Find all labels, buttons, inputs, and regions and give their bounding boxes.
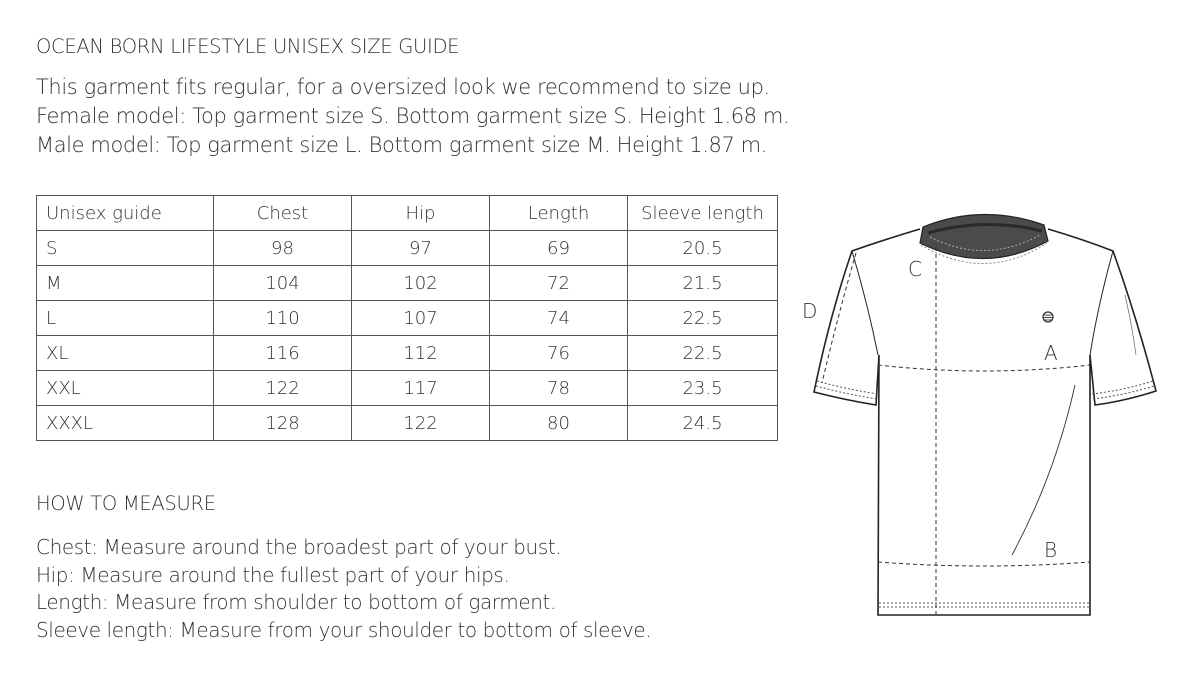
length-cell: 76 (490, 336, 628, 371)
shirt-outline (814, 229, 1156, 615)
collar (920, 214, 1048, 263)
size-cell: XL (37, 336, 214, 371)
hip-instruction: Hip: Measure around the fullest part of your hips. (36, 562, 510, 587)
intro-line-male-model: Male model: Top garment size L. Bottom garment size M. Height 1.87 m. (36, 133, 768, 157)
hip-cell: 117 (352, 371, 490, 406)
hip-cell: 112 (352, 336, 490, 371)
column-header-sleeve-length: Sleeve length (628, 196, 778, 231)
intro-text (36, 73, 789, 160)
how-to-measure-title: HOW TO MEASURE (36, 492, 216, 515)
sleeve-length-cell: 24.5 (628, 406, 778, 441)
chest-cell: 122 (214, 371, 352, 406)
guide-b-hip (878, 562, 1090, 566)
intro-line-female-model: Female model: Top garment size S. Bottom garment size S. Height 1.68 m. (36, 104, 790, 128)
chest-cell: 104 (214, 266, 352, 301)
size-cell: M (37, 266, 214, 301)
chest-instruction: Chest: Measure around the broadest part of your bust. (36, 535, 562, 559)
sleeve-length-instruction: Sleeve length: Measure from your shoulder to bottom of sleeve. (36, 617, 652, 642)
chest-cell: 128 (214, 406, 352, 441)
column-header-unisex-guide: Unisex guide (37, 196, 214, 231)
label-b: B (1044, 538, 1058, 562)
table-row (37, 231, 778, 266)
hip-cell: 122 (352, 406, 490, 441)
table-row (37, 371, 778, 406)
chest-cell: 110 (214, 301, 352, 336)
chest-cell: 98 (214, 231, 352, 266)
sleeve-length-cell: 21.5 (628, 266, 778, 301)
page-title: OCEAN BORN LIFESTYLE UNISEX SIZE GUIDE (36, 35, 460, 58)
tshirt-measurement-diagram (800, 205, 1170, 630)
length-cell: 69 (490, 231, 628, 266)
sleeve-length-cell: 22.5 (628, 301, 778, 336)
column-header-length: Length (490, 196, 628, 231)
table-row (37, 301, 778, 336)
length-cell: 78 (490, 371, 628, 406)
length-cell: 72 (490, 266, 628, 301)
size-cell: XXL (37, 371, 214, 406)
size-cell: S (37, 231, 214, 266)
guide-a-chest (878, 365, 1090, 371)
table-row (37, 266, 778, 301)
label-c: C (908, 257, 922, 281)
hip-cell: 97 (352, 231, 490, 266)
label-a: A (1044, 341, 1058, 365)
guide-d-sleeve (822, 253, 856, 383)
length-instruction: Length: Measure from shoulder to bottom of garment. (36, 590, 556, 614)
label-d: D (802, 299, 818, 323)
how-to-measure-text (36, 534, 651, 644)
length-cell: 80 (490, 406, 628, 441)
sleeve-length-cell: 22.5 (628, 336, 778, 371)
column-header-chest: Chest (214, 196, 352, 231)
table-row (37, 406, 778, 441)
hip-cell: 107 (352, 301, 490, 336)
hip-cell: 102 (352, 266, 490, 301)
column-header-hip: Hip (352, 196, 490, 231)
length-cell: 74 (490, 301, 628, 336)
size-cell: L (37, 301, 214, 336)
sleeve-length-cell: 23.5 (628, 371, 778, 406)
table-header-row (37, 196, 778, 231)
sleeve-length-cell: 20.5 (628, 231, 778, 266)
intro-line-fit: This garment fits regular, for a oversized look we recommend to size up. (36, 75, 770, 99)
size-table (36, 195, 778, 441)
chest-cell: 116 (214, 336, 352, 371)
table-row (37, 336, 778, 371)
globe-logo-icon (1043, 312, 1053, 322)
size-cell: XXXL (37, 406, 214, 441)
